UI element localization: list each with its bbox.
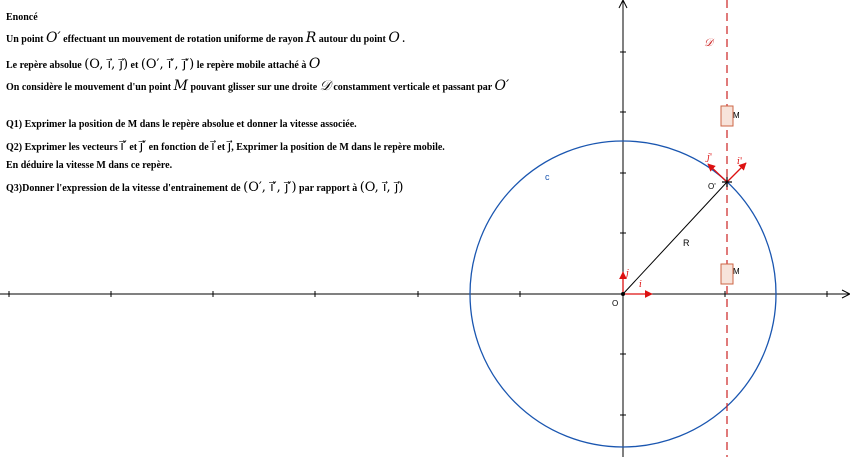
question-2b: En déduire la vitesse M dans ce repère.	[6, 160, 173, 171]
statement-line-2: Le repère absolue (O, i⃗, j⃗) et (O′, i⃗′, j⃗′) le repère mobile attaché à O	[6, 56, 321, 72]
slider-m-bottom-label: M	[733, 267, 740, 276]
circle-label: c	[545, 172, 550, 182]
question-3: Q3)Donner l'expression de la vitesse d'entrainement de (O′, i⃗′, j⃗′) par rapport à (O, i⃗, j⃗)	[6, 180, 404, 195]
radius-segment	[623, 182, 727, 294]
vector-i-label: i	[639, 280, 642, 290]
slider-m-top	[721, 106, 733, 126]
radius-label: R	[683, 238, 690, 248]
statement-heading: Enoncé	[6, 12, 38, 23]
vector-i-prime-label: i'	[737, 157, 743, 167]
line-d-label: 𝒟	[704, 36, 713, 49]
statement-line-1: Un point O′ effectuant un mouvement de rotation uniforme de rayon R autour du point O .	[6, 30, 405, 46]
slider-m-top-label: M	[733, 111, 740, 120]
vector-j-prime-label: j'	[707, 153, 713, 163]
question-2: Q2) Exprimer les vecteurs i⃗′ et j⃗′ en fonction de i⃗ et j⃗, Exprimer la position de M dans le repère mobile.	[6, 139, 445, 154]
origin-label: O	[612, 299, 619, 308]
vector-j-prime	[708, 164, 727, 182]
origin-point	[621, 292, 625, 296]
statement-line-3: On considère le mouvement d'un point M pouvant glisser sur une droite 𝒟 constamment verticale et passant par O′	[6, 78, 510, 94]
point-o-prime-label: O'	[708, 182, 716, 191]
question-1: Q1) Exprimer la position de M dans le repère absolue et donner la vitesse associée.	[6, 119, 357, 130]
vector-j-label: j	[626, 269, 629, 279]
slider-m-bottom	[721, 264, 733, 284]
